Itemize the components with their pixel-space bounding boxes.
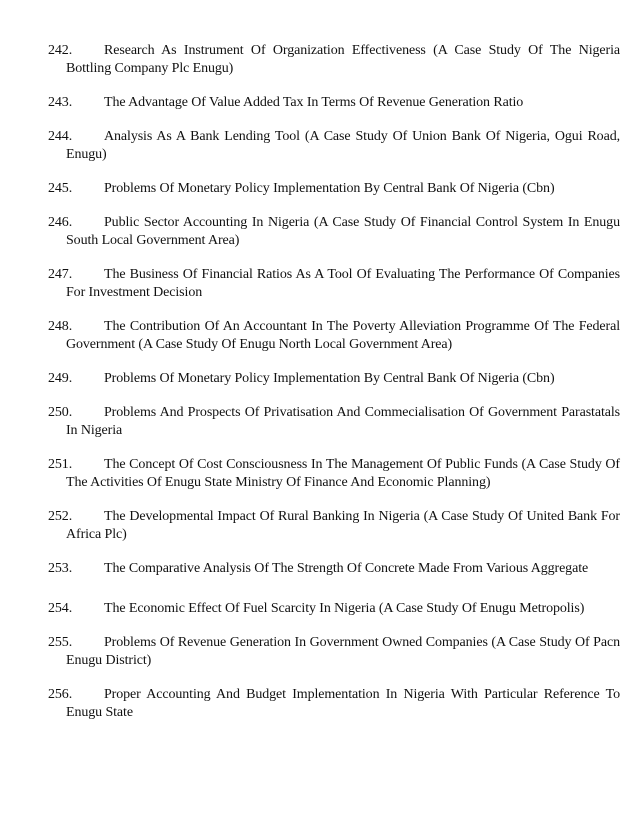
item-number: 255. xyxy=(48,635,73,650)
list-item xyxy=(48,94,620,112)
list-item xyxy=(48,370,620,388)
item-title: The Business Of Financial Ratios As A Tool Of Evaluating The Performance Of Companies For Investment Decision xyxy=(66,267,620,300)
item-number: 244. xyxy=(48,129,73,144)
item-number: 250. xyxy=(48,405,73,420)
item-title: Problems Of Monetary Policy Implementation By Central Bank Of Nigeria (Cbn) xyxy=(104,371,555,386)
item-title: Problems Of Revenue Generation In Government Owned Companies (A Case Study Of Pacn Enugu District) xyxy=(66,635,620,668)
list-item xyxy=(48,214,620,250)
item-number: 254. xyxy=(48,601,73,616)
item-title: Proper Accounting And Budget Implementation In Nigeria With Particular Reference To Enugu State xyxy=(66,687,620,720)
item-number: 247. xyxy=(48,267,73,282)
item-number: 246. xyxy=(48,215,73,230)
list-item xyxy=(48,42,620,78)
item-number: 249. xyxy=(48,371,73,386)
list-item xyxy=(48,180,620,198)
item-title: Problems And Prospects Of Privatisation And Commecialisation Of Government Parastatals In Nigeria xyxy=(66,405,620,438)
list-item xyxy=(48,634,620,670)
item-number: 256. xyxy=(48,687,73,702)
item-number: 245. xyxy=(48,181,73,196)
item-title: The Developmental Impact Of Rural Banking In Nigeria (A Case Study Of United Bank For Africa Plc) xyxy=(66,509,620,542)
item-title: Analysis As A Bank Lending Tool (A Case Study Of Union Bank Of Nigeria, Ogui Road, Enugu) xyxy=(66,129,620,162)
list-item xyxy=(48,456,620,492)
item-title: Public Sector Accounting In Nigeria (A Case Study Of Financial Control System In Enugu South Local Government Area) xyxy=(66,215,620,248)
list-item xyxy=(48,686,620,722)
item-title: The Economic Effect Of Fuel Scarcity In Nigeria (A Case Study Of Enugu Metropolis) xyxy=(104,601,585,616)
item-number: 251. xyxy=(48,457,73,472)
item-number: 252. xyxy=(48,509,73,524)
list-item xyxy=(48,508,620,544)
list-item xyxy=(48,128,620,164)
list-item xyxy=(48,318,620,354)
list-item xyxy=(48,600,620,618)
list-item xyxy=(48,404,620,440)
item-title: Research As Instrument Of Organization Effectiveness (A Case Study Of The Nigeria Bottling Company Plc Enugu) xyxy=(66,43,620,76)
item-number: 248. xyxy=(48,319,73,334)
item-title: The Contribution Of An Accountant In The Poverty Alleviation Programme Of The Federal Government (A Case Study Of Enugu North Local Government Area) xyxy=(66,319,620,352)
project-topic-list xyxy=(48,42,620,738)
item-title: The Advantage Of Value Added Tax In Terms Of Revenue Generation Ratio xyxy=(104,95,524,110)
list-item xyxy=(48,560,620,578)
item-number: 242. xyxy=(48,43,73,58)
item-title: Problems Of Monetary Policy Implementation By Central Bank Of Nigeria (Cbn) xyxy=(104,181,555,196)
item-number: 253. xyxy=(48,561,73,576)
item-title: The Concept Of Cost Consciousness In The Management Of Public Funds (A Case Study Of The Activities Of Enugu State Ministry Of Finance And Economic Planning) xyxy=(66,457,620,490)
list-item xyxy=(48,266,620,302)
item-title: The Comparative Analysis Of The Strength Of Concrete Made From Various Aggregate xyxy=(104,561,589,576)
item-number: 243. xyxy=(48,95,73,110)
